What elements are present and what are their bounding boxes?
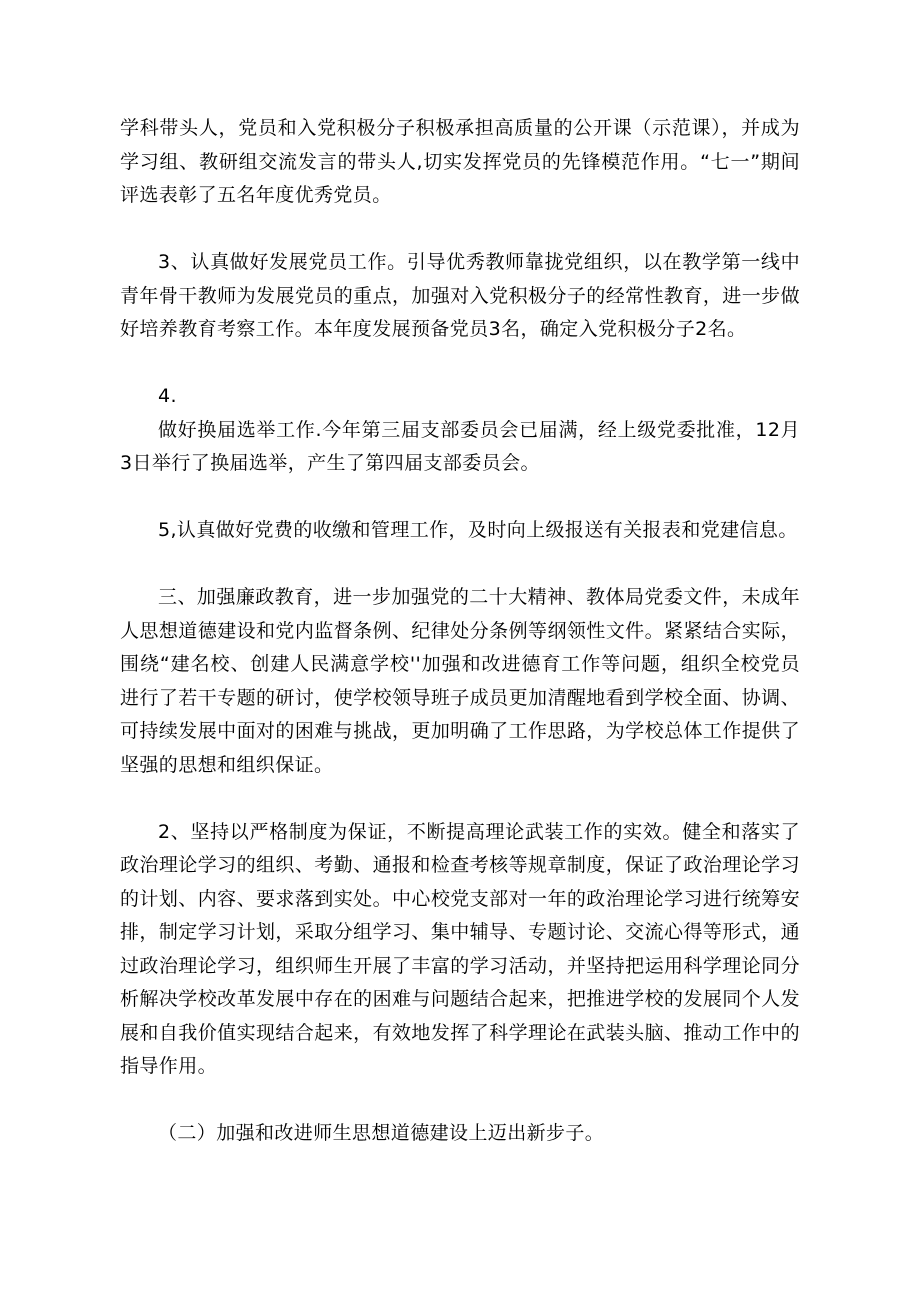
paragraph-party-member-exemplary-role: 学科带头人，党员和入党积极分子积极承担高质量的公开课（示范课），并成为学习组、教研组交流发言的带头人,切实发挥党员的先锋模范作用。“七一”期间评选表彰了五名年度优秀党员。 bbox=[120, 117, 800, 206]
paragraph-4-number: 4. bbox=[158, 385, 177, 407]
paragraph-3-developing-party-members: 3、认真做好发展党员工作。引导优秀教师靠拢党组织，以在教学第一线中青年骨干教师为发展党员的重点，加强对入党积极分子的经常性教育，进一步做好培养教育考察工作。本年度发展预备党员3名，确定入党积极分子2名。 bbox=[120, 251, 800, 340]
paragraph-2-theory-armament: 2、坚持以严格制度为保证，不断提高理论武装工作的实效。健全和落实了政治理论学习的组织、考勤、通报和检查考核等规章制度，保证了政治理论学习的计划、内容、要求落到实处。中心校党支部对一年的政治理论学习进行统筹安排，制定学习计划，采取分组学习、集中辅导、专题讨论、交流心得等形式，通过政治理论学习，组织师生开展了丰富的学习活动，并坚持把运用科学理论同分析解决学校改革发展中存在的困难与问题结合起来，把推进学校的发展同个人发展和自我价值实现结合起来，有效地发挥了科学理论在武装头脑、推动工作中的指导作用。 bbox=[120, 820, 800, 1077]
paragraph-4-election-work: 做好换届选举工作.今年第三届支部委员会已届满，经上级党委批准，12月3日举行了换届选举，产生了第四届支部委员会。 bbox=[120, 418, 800, 474]
paragraph-two-moral-construction-heading: （二）加强和改进师生思想道德建设上迈出新步子。 bbox=[158, 1122, 605, 1144]
paragraph-5-party-dues: 5,认真做好党费的收缴和管理工作，及时向上级报送有关报表和党建信息。 bbox=[158, 519, 798, 541]
paragraph-three-integrity-education: 三、加强廉政教育，进一步加强党的二十大精神、教体局党委文件，未成年人思想道德建设和党内监督条例、纪律处分条例等纲领性文件。紧紧结合实际，围绕“建名校、创建人民满意学校''加强和改进德育工作等问题，组织全校党员进行了若干专题的研讨，使学校领导班子成员更加清醒地看到学校全面、协调、可持续发展中面对的困难与挑战，更加明确了工作思路，为学校总体工作提供了坚强的思想和组织保证。 bbox=[120, 586, 800, 776]
